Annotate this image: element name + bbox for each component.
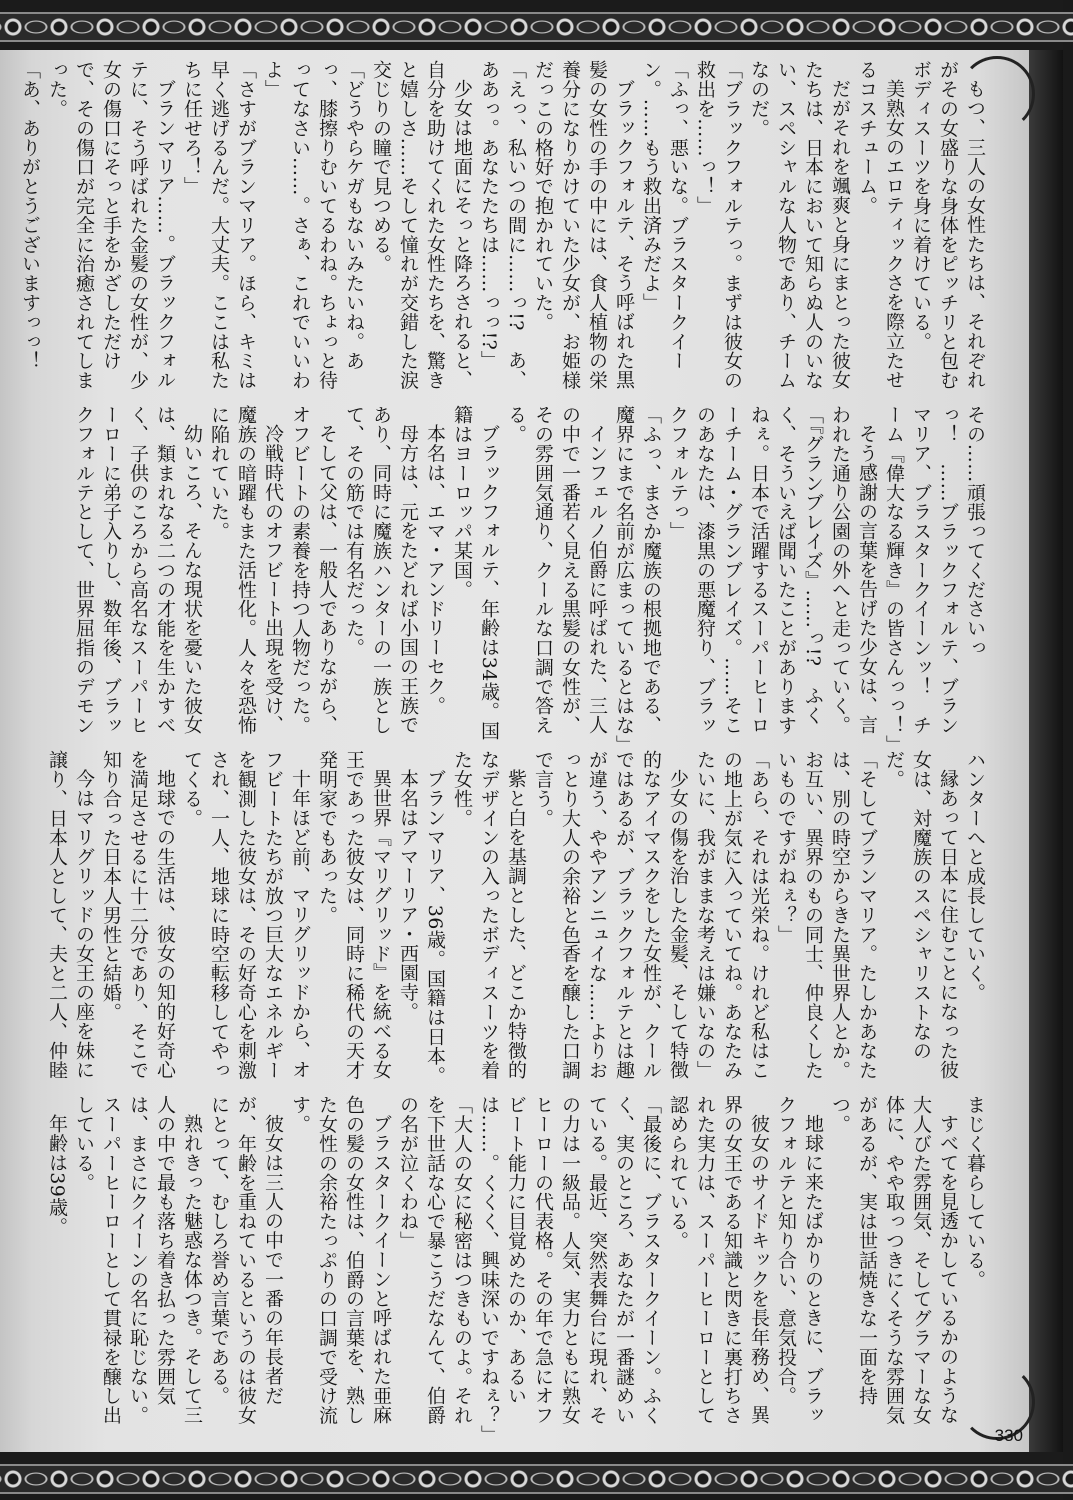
paragraph: 今はマリグリッドの女王の座を妹に譲り、日本人として、夫と二人、仲睦 (46, 750, 95, 1080)
body-text (19, 60, 988, 1445)
text-tier-1 (19, 60, 988, 405)
paragraph: 少女の傷を治した金髪、そして特徴的なアイマスクをした女性が、クールではあるが、ブラックフォルテとは趣が違う、ややアンニュイな……よりおっとり大人の余裕と色香を醸した口調で言う。 (532, 750, 689, 1080)
paragraph: そう感謝の言葉を告げた少女は、言われた通り公園の外へと走っていく。 (829, 405, 878, 735)
paragraph: 幼いころ、そんな現状を憂いた彼女は、類まれなる二つの才能を生かすべく、子供のころから高名なスーパーヒーローに弟子入りし、数年後、ブラックフォルテとして、世界屈指のデモン (73, 405, 203, 735)
dialogue: 「どうやらケガもないみたいね。あっ、膝擦りむいてるわね。ちょっと待ってなさい……。さぁ、これでいいわよ」 (262, 60, 365, 390)
paragraph: 少女は地面にそっと降ろされると、自分を助けてくれた女性たちを、驚きと嬉しさ……そして憧れが交錯した涙交じりの瞳で見つめる。 (370, 60, 473, 390)
paragraph: ブラスタークイーンと呼ばれた亜麻色の髪の女性は、伯爵の言葉を、熟した女性の余裕たっぷりの口調で受け流す。 (289, 1095, 392, 1425)
paragraph: 異世界『マリグリッド』を統べる女王であった彼女は、同時に稀代の天才発明家でもあった。 (316, 750, 392, 1080)
paragraph: 母方は、元をたどれば小国の王族であり、同時に魔族ハンターの一族として、その筋では有名だった。 (343, 405, 419, 735)
text-tier-2 (73, 405, 988, 755)
dialogue: 「最後に、ブラスタークイーン。ふくく、実のところ、あなたが一番謎めいている。最近、突然表舞台に現れ、その力は一級品。人気、実力ともに熟女ヒーローの代表格。その年で急にオフビート能力に目覚めたのか、あるいは……。くくく、興味深いですねぇ？」 (478, 1095, 662, 1445)
paragraph: 紫と白を基調とした、どこか特徴的なデザインの入ったボディスーツを着た女性。 (451, 750, 527, 1080)
paragraph: 熟れきった魅惑な体つき。そして三人の中で最も落ち着き払った雰囲気は、まさにクイーンの名に恥じない。スーパーヒーローとして貫禄を醸し出している。 (73, 1095, 203, 1425)
dialogue: 「えっ、私いつの間に……っ!? あ、ああっ。あなたたちは……っっ!?」 (478, 60, 527, 390)
paragraph: だがそれを颯爽と身にまとった彼女たちは、日本において知らぬ人のいない、スペシャルな人物であり、チームなのだ。 (748, 60, 851, 390)
paragraph: ブラックフォルテ、年齢は34歳。国籍はヨーロッパ某国。 (451, 405, 500, 740)
top-ornamental-border (0, 0, 1063, 50)
paragraph: ブランマリア……。ブラックフォルテに、そう呼ばれた金髪の女性が、少女の傷口にそっと手をかざしただけで、その傷口が完全に治癒されてしまった。 (46, 60, 176, 390)
page-number: 330 (994, 1426, 1023, 1445)
dialogue: 「『グランブレイズ』……っ!? ふくく、そういえば聞いたことがありますねぇ。日本で活躍するスーパーヒーローチーム・グランブレイズ。……そこのあなたは、漆黒の悪魔狩り、ブラックフォルテっ」 (667, 405, 824, 735)
paragraph: 地球での生活は、彼女の知的好奇心を満足させるに十二分であり、そこで知り合った日本人男性と結婚。 (100, 750, 176, 1080)
paragraph: インフェルノ伯爵に呼ばれた、三人の中で一番若く見える黒髪の女性が、その雰囲気通り、クールな口調で答える。 (505, 405, 608, 735)
paragraph: 地球に来たばかりのときに、ブラックフォルテと知り合い、意気投合。 (775, 1095, 824, 1425)
paragraph: すべてを見透かしているかのような大人びた雰囲気、そしてグラマーな女体に、やや取っつきにくそうな雰囲気があるが、実は世話焼きな一面を持つ。 (829, 1095, 959, 1425)
bottom-ornamental-border (0, 1452, 1063, 1500)
paragraph: ハンターへと成長していく。 (964, 750, 986, 1003)
dialogue: 「大人の女に秘密はつきものよ。それを下世話な心で暴こうだなんて、伯爵の名が泣くわね」 (397, 1095, 473, 1425)
paragraph: 縁あって日本に住むことになった彼女は、対魔族のスペシャリストなのだ。 (883, 750, 959, 1080)
text-tier-4 (46, 1095, 988, 1445)
dialogue: 「ブラックフォルテっ。まずは彼女の救出を……っ！」 (694, 60, 743, 390)
paragraph: 彼女は三人の中で一番の年長者だが、年齢を重ねているというのは彼女にとって、むしろ誉め言葉である。 (208, 1095, 284, 1425)
dialogue: 「ふっ、まさか魔族の根拠地である、魔界にまで名前が広まっているとはな」 (613, 405, 662, 755)
paragraph: 年齢は39歳。 (46, 1114, 68, 1236)
paragraph: ブラックフォルテ、そう呼ばれた黒髪の女性の手の中には、食人植物の栄養分になりかけていた少女が、お姫様だっこの格好で抱かれていた。 (532, 60, 635, 390)
paragraph: 本名は、エマ・アンドリーセク。 (424, 424, 446, 715)
scroll-pattern (0, 12, 1073, 42)
paragraph: 彼女のサイドキックを長年務め、異界の女王である知識と閃きに裏打ちされた実力は、スーパーヒーローとして認められている。 (667, 1095, 770, 1425)
right-side-bar (1029, 50, 1063, 1452)
paragraph: 美熟女のエロティックさを際立たせるコスチューム。 (856, 60, 905, 390)
paragraph: もつ、三人の女性たちは、それぞれがその女盛りな身体をピッチリと包むボディスーツを身に着けている。 (910, 60, 986, 390)
dialogue: その……頑張ってくださいっっ！ ……ブラックフォルテ、ブランマリア、ブラスタークイーンッ！ チーム『偉大なる輝き』の皆さんっっ！」 (883, 405, 986, 755)
dialogue: 「あ、ありがとうございますっっ！ (19, 60, 41, 371)
paragraph: 冷戦時代のオフビート出現を受け、魔族の暗躍もまた活性化。人々を恐怖に陥れていた。 (208, 405, 284, 735)
dialogue: 「ふっ、悪いな。ブラスタークイーン。……もう救出済みだよ」 (640, 60, 689, 371)
paragraph: ブランマリア、36歳。国籍は日本。 (424, 769, 446, 1085)
text-tier-3 (46, 750, 988, 1095)
scroll-pattern (0, 1464, 1073, 1494)
paragraph: 十年ほど前、マリグリッドから、オフビートたちが放つ巨大なエネルギーを観測した彼女は、その好奇心を刺激され、一人、地球に時空転移してやってくる。 (181, 750, 311, 1080)
dialogue: 「そしてブランマリア。たしかあなたは、別の時空からきた異世界人とか。お互い、異界のもの同士、仲良くしたいものですがねぇ？」 (775, 750, 878, 1080)
dialogue: 「さすがブランマリア。ほら、キミは早く逃げるんだ。大丈夫。ここは私たちに任せろ！」 (181, 60, 257, 390)
dialogue: 「あら、それは光栄ね。けれど私はこの地上が気に入っていてね。あなたみたいに、我がままな考えは嫌いなの」 (694, 750, 770, 1080)
paragraph: 本名はアマーリア・西園寺。 (397, 769, 419, 1022)
paragraph: そして父は、一般人でありながら、オフビートの素養を持つ人物だった。 (289, 405, 338, 735)
paragraph: まじく暮らしている。 (964, 1095, 986, 1289)
